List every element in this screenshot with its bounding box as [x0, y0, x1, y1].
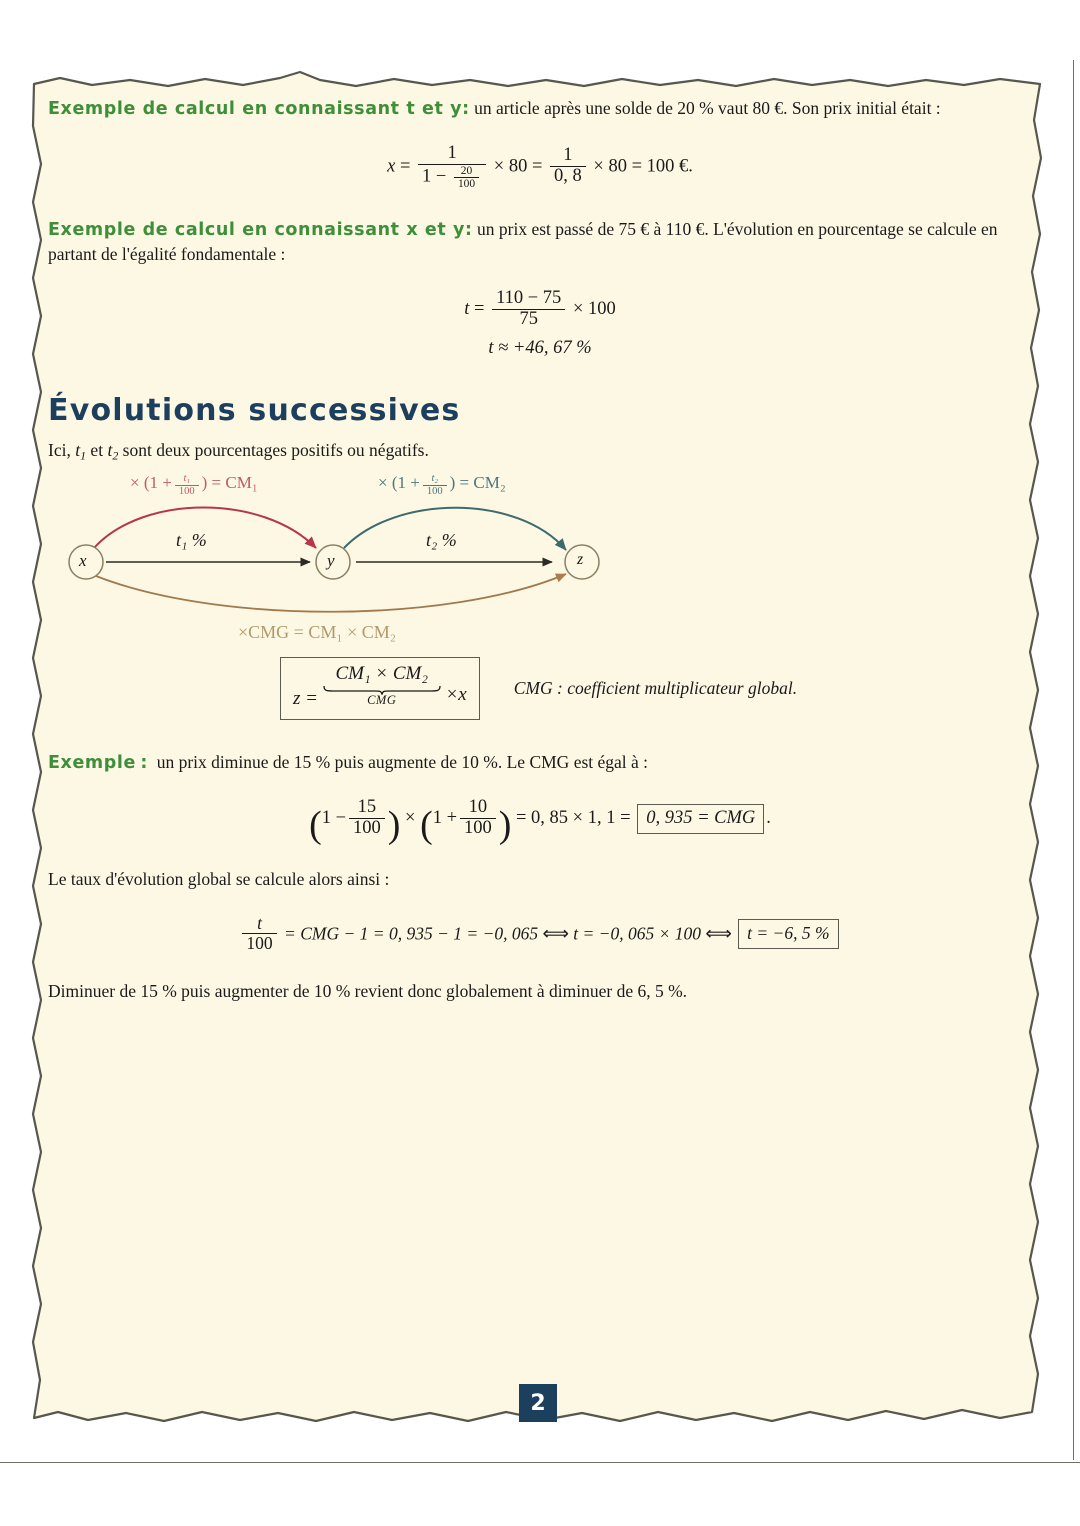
cmg-eq-p1-prefix: 1 −	[321, 808, 346, 829]
eq1-frac1-numerator: 1	[447, 142, 457, 163]
cmg-eq-frac1-num: 15	[357, 797, 377, 818]
equation-cmg-product	[48, 797, 1032, 846]
label-cmg-product: ×CMG = CM₁ × CM₂	[238, 622, 397, 643]
cmg-definition-row	[280, 657, 1032, 720]
spacer	[48, 271, 1032, 289]
cmg-box-lhs: z =	[293, 688, 318, 710]
global-rate-frac-num: t	[257, 912, 262, 933]
iff-arrow-1: ⟺	[542, 923, 569, 944]
global-rate-conclusion: Diminuer de 15 % puis augmenter de 10 % revient donc globalement à diminuer de 6, 5 %.	[48, 980, 688, 1001]
example-t-y-lead: Exemple de calcul en connaissant t et y	[48, 99, 463, 119]
example-t-y-text: un article après une solde de 20 % vaut 80 €. Son prix initial était :	[474, 98, 941, 118]
example-x-y-separator: :	[465, 219, 473, 240]
edge-label-t2-percent: t₂ %	[426, 530, 457, 551]
eq1-frac2-denominator: 0, 8	[550, 166, 586, 187]
label-cm2-fraction	[423, 473, 447, 497]
cmg-description	[514, 678, 797, 699]
cmg-eq-frac2-num: 10	[468, 797, 488, 818]
global-rate-mid2: t = −0, 065 × 100	[573, 923, 702, 944]
intro-prefix: Ici,	[48, 440, 76, 461]
eq1-inner-fraction	[454, 165, 479, 191]
label-cm1-fraction	[175, 473, 199, 497]
example-cmg-paragraph	[48, 750, 1032, 776]
eq2-lhs: t	[464, 299, 470, 320]
cmg-eq-period: .	[766, 808, 771, 829]
spacer	[48, 720, 1032, 750]
example-cmg-text: un prix diminue de 15 % puis augmente de 10 %. Le CMG est égal à :	[156, 752, 649, 773]
successive-evolutions-diagram	[48, 473, 1032, 651]
spacer	[48, 780, 1032, 798]
global-rate-boxed-result: t = −6, 5 %	[738, 919, 838, 949]
paren-open-1: (	[309, 803, 322, 846]
iff-arrow-2: ⟺	[705, 923, 732, 944]
paren-close-1: )	[387, 803, 401, 846]
global-rate-fraction	[242, 914, 276, 953]
arc-cmg-brown	[96, 574, 566, 612]
label-cm2-formula	[378, 473, 506, 497]
eq2-result: t ≈ +46, 67 %	[488, 338, 592, 359]
eq2-tail: × 100	[572, 299, 616, 320]
cmg-box-braced: CM₁ × CM₂	[335, 663, 428, 685]
label-cm1-suffix: ) = CM₁	[201, 473, 258, 493]
eq1-fraction-2	[550, 146, 586, 187]
node-z-label: z	[577, 551, 584, 569]
label-cm2-frac-num: t₂	[431, 473, 439, 485]
spacer	[48, 359, 1032, 393]
equation-x-initial-price	[48, 144, 1032, 191]
global-rate-frac-den: 100	[242, 933, 276, 953]
spacer	[48, 191, 1032, 217]
cmg-eq-times: ×	[405, 808, 416, 829]
cmg-eq-fraction-1	[349, 798, 385, 839]
eq2-numerator: 110 − 75	[496, 288, 562, 309]
cmg-description-text: CMG : coefficient multiplicateur global.	[513, 678, 798, 699]
spacer	[48, 841, 1032, 867]
eq2-fraction	[492, 289, 565, 330]
label-cm2-suffix: ) = CM₂	[449, 473, 506, 493]
intro-suffix: sont deux pourcentages positifs ou négatifs.	[118, 440, 429, 461]
example-x-y-paragraph	[48, 217, 1032, 268]
label-cm1-prefix: × (1 +	[130, 473, 172, 493]
page-title: Évolutions successives	[48, 393, 461, 429]
example-t-y-paragraph	[48, 96, 1032, 122]
page-content	[48, 96, 1032, 1396]
label-cm1-frac-num: t₁	[183, 473, 191, 485]
spacer	[48, 896, 1032, 914]
example-x-y-lead: Exemple de calcul en connaissant x et y	[48, 219, 466, 240]
eq1-lhs: x	[387, 156, 396, 177]
diagram-svg	[48, 473, 1032, 651]
cmg-eq-frac1-den: 100	[349, 818, 385, 839]
equation-t-percent	[48, 289, 1032, 330]
eq2-equals: =	[474, 299, 485, 320]
eq1-frac1-denominator	[418, 164, 486, 191]
eq1-frac2-numerator: 1	[563, 145, 573, 166]
label-cm1-formula	[130, 473, 258, 497]
label-cm2-frac-den: 100	[423, 485, 447, 497]
edge-label-t1-percent: t₁ %	[176, 530, 207, 551]
cmg-eq-boxed-result: 0, 935 = CMG	[637, 804, 764, 834]
global-rate-middle: = CMG − 1 = 0, 935 − 1 = −0, 065	[284, 923, 539, 944]
intro-t2-sub: 2	[112, 448, 119, 463]
cmg-underbrace-group	[323, 663, 441, 710]
eq1-tail: × 80 = 100 €.	[593, 156, 693, 177]
label-cm1-frac-den: 100	[175, 485, 199, 497]
example-x-y-text: un prix est passé de 75 € à 110 €. L'évolution en pourcentage se calcule en partant de l'égalité fondamentale :	[48, 218, 998, 265]
label-cm2-prefix: × (1 +	[378, 473, 420, 493]
cmg-eq-fraction-2	[460, 798, 496, 839]
intro-t1-sub: 1	[80, 448, 87, 463]
cmg-eq-p2-prefix: 1 +	[432, 808, 457, 829]
eq1-fraction-1	[418, 144, 486, 191]
eq1-equals-1: =	[399, 156, 411, 177]
spacer	[48, 953, 1032, 979]
eq1-inner-num: 20	[460, 164, 473, 177]
global-rate-paragraph: Le taux d'évolution global se calcule alors ainsi :	[48, 868, 390, 889]
example-t-y-separator: :	[462, 99, 470, 119]
eq1-frac1-den-prefix: 1 −	[422, 166, 447, 187]
node-x-label: x	[79, 551, 87, 571]
intro-t2: t	[107, 440, 113, 461]
node-y-label: y	[327, 551, 335, 571]
equation-global-rate	[48, 914, 1032, 953]
intro-t1: t	[75, 440, 81, 461]
paren-open-2: (	[420, 803, 433, 846]
equation-t-result	[48, 338, 1032, 359]
eq1-inner-den: 100	[454, 177, 479, 190]
spacer	[48, 126, 1032, 144]
paren-close-2: )	[498, 803, 512, 846]
cmg-eq-frac2-den: 100	[460, 818, 496, 839]
cmg-brace-label: CMG	[367, 693, 397, 708]
cmg-eq-result: = 0, 85 × 1, 1 =	[516, 808, 631, 829]
page-number-badge: 2	[519, 1384, 557, 1422]
successive-intro	[48, 438, 1032, 464]
eq1-equals-2: =	[531, 156, 543, 177]
cmg-boxed-formula	[280, 657, 480, 720]
eq1-times-1: × 80	[493, 156, 528, 177]
cmg-box-tail: ×x	[445, 684, 467, 706]
eq2-denominator: 75	[492, 309, 565, 330]
intro-middle: et	[86, 440, 108, 461]
right-margin-rule	[1073, 60, 1074, 1460]
example-cmg-lead: Exemple	[48, 753, 136, 774]
bottom-separator-rule	[0, 1462, 1080, 1463]
example-cmg-separator: :	[140, 753, 148, 774]
